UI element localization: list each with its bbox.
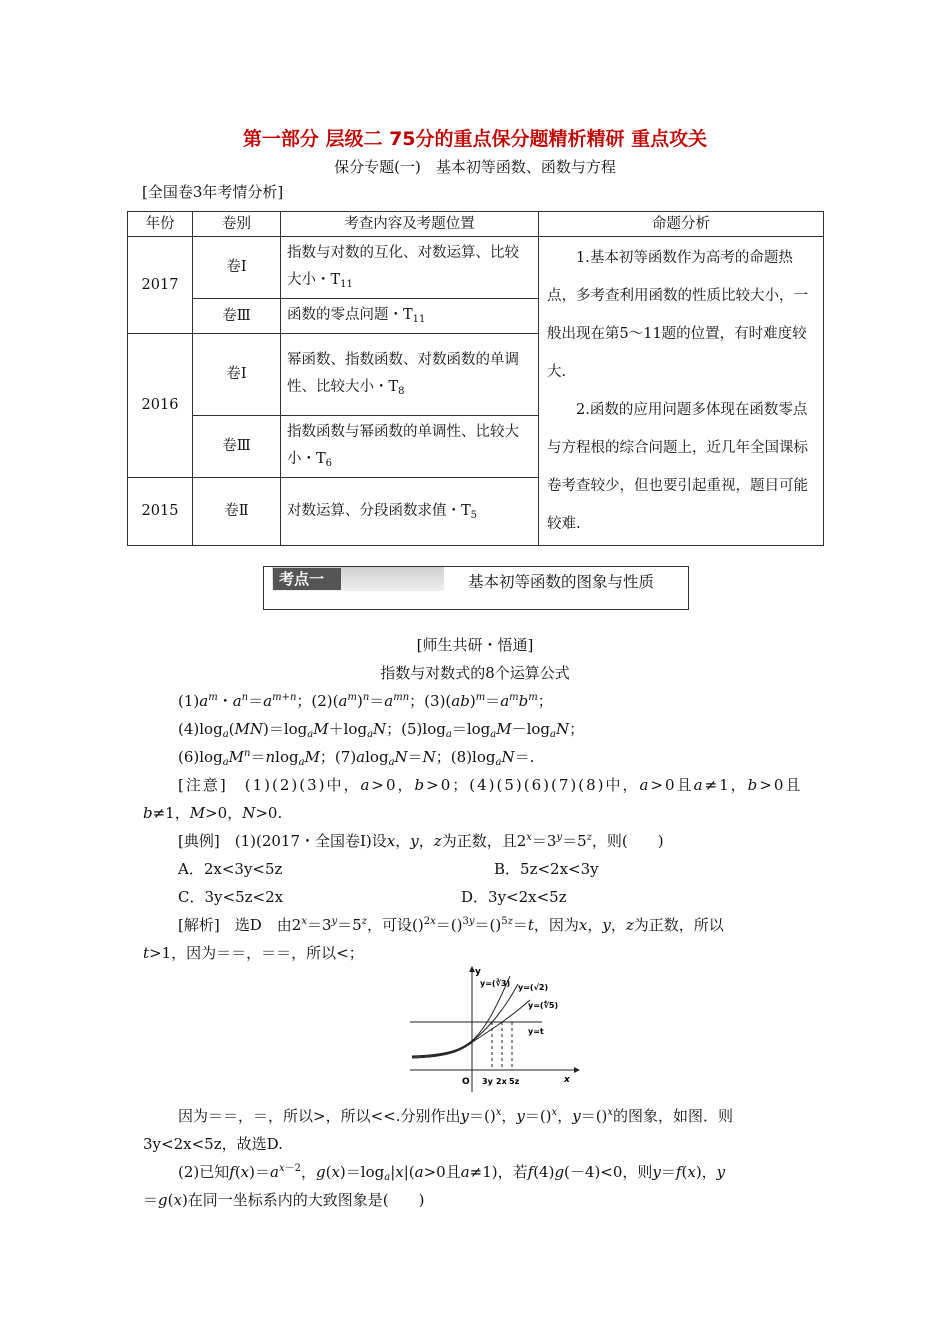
year-cell: 2017 (128, 237, 193, 334)
analysis-paragraph-2: 2.函数的应用问题多体现在函数零点与方程根的综合问题上，近几年全国课标卷考查较少，但也要引起重视，题目可能较难. (547, 402, 808, 532)
header-content: 考查内容及考题位置 (281, 212, 539, 237)
label-x: x (564, 1075, 570, 1085)
question-number: 6 (325, 458, 333, 469)
label-origin: O (462, 1077, 470, 1087)
content-cell (281, 299, 539, 334)
solution-line-1: [解析] 选D 由$2^x=3^y=5^z$，可设()$^{2x}$＝()$^{3y}$＝()$^{5z}$＝t，因为x，y，z为正数，所以 (178, 916, 724, 934)
content-text: 指数函数与幂函数的单调性、比较大小・T (287, 424, 519, 467)
formula-line-3: $(6)\log_aM^n=nlog_aM$；(7)alog$_a$N＝N；$(8)\log_aN=$. (178, 748, 535, 768)
content-cell (281, 334, 539, 416)
formula-line-1: $(1)a^m$・$a^n=a^{m+n}$；$(2)(a^m)^n=a^{mn}$；$(3)(ab)^m=a^mb^m$； (178, 692, 553, 710)
note-line-1: [注意] (1)(2)(3)中，a>0，b>0；(4)(5)(6)(7)(8)中，a>0且a≠1，b>0且 (178, 776, 803, 794)
question-number: 11 (340, 279, 353, 290)
shisheng-label: [师生共研・悟通] (416, 636, 534, 654)
option-a: A．2x<3y<5z (178, 860, 283, 878)
solution-label: [解析] (178, 916, 220, 934)
label-3y: 3y (482, 1077, 493, 1086)
note-line-2: b≠1，M>0，N>0. (143, 804, 283, 822)
analysis-paragraph-1: 1.基本初等函数作为高考的命题热点，多考查利用函数的性质比较大小，一般出现在第5～11题的位置，有时难度较大. (547, 250, 808, 380)
page-title: 第一部分 层级二 75分的重点保分题精析精研 重点攻关 (242, 128, 708, 150)
option-b: B．5z<2x<3y (494, 860, 599, 878)
question-2-line-2: ＝g(x)在同一坐标系内的大致图象是( ) (143, 1191, 425, 1209)
label-root5: y=(∜5) (528, 1001, 559, 1010)
content-cell (281, 478, 539, 546)
paper-cell: 卷Ⅲ (193, 299, 281, 334)
solution-conclusion: 3y<2x<5z，故选D. (143, 1135, 283, 1153)
label-y: y (475, 967, 481, 977)
label-sqrt2: y=(√2) (518, 983, 549, 992)
year-cell: 2016 (128, 334, 193, 478)
question-number: 8 (398, 386, 405, 397)
table-row (128, 237, 824, 299)
section-label: [全国卷3年考情分析] (142, 183, 284, 201)
page-subtitle: 保分专题(一) 基本初等函数、函数与方程 (334, 158, 616, 176)
question-2-line-1: (2)已知$f(x)=a^{x-2}$，$g(x)=\log_a|x|(a>0$且a≠1)，若f(4)g(－4)<0，则y＝f(x)，y (178, 1163, 726, 1183)
label-2x: 2x (496, 1077, 507, 1086)
header-paper: 卷别 (193, 212, 281, 237)
formula-line-2: $(4)\log_a(MN)=\log_aM+\log_aN$；$(5)\log_a=\log_aM-\log_aN$； (178, 720, 585, 740)
label-5z: 5z (509, 1077, 520, 1086)
content-text: 函数的零点问题・T (287, 307, 413, 323)
content-text: 对数运算、分段函数求值・T (287, 502, 471, 519)
example-line: [典例] (1)(2017・全国卷Ⅰ)设x，y，z为正数，且$2^x=3^y=5^z$，则( ) (178, 832, 664, 850)
example-label: [典例] (178, 832, 220, 850)
solution-line-3: 因为＝＝，＝，所以>，所以<<.分别作出y＝()$^x$，y＝()$^x$，y＝()$^x$的图象，如图．则 (178, 1107, 734, 1125)
paper-cell: 卷Ⅰ (193, 334, 281, 416)
content-cell (281, 416, 539, 478)
solution-line-2: t>1，因为＝＝，＝＝，所以<； (143, 944, 364, 962)
option-d: D．3y<2x<5z (461, 888, 567, 906)
table-header-row (128, 212, 824, 237)
solution-choice: 选D (234, 916, 262, 934)
exponential-graph (402, 964, 582, 1094)
option-c: C．3y<5z<2x (178, 888, 284, 906)
curve-cbrt3 (412, 976, 510, 1056)
analysis-cell (539, 237, 824, 546)
exam-analysis-table (127, 211, 824, 546)
header-analysis: 命题分析 (539, 212, 824, 237)
year-cell: 2015 (128, 478, 193, 546)
paper-cell: 卷Ⅰ (193, 237, 281, 299)
x-axis-arrow (574, 1067, 580, 1073)
paper-cell: 卷Ⅲ (193, 416, 281, 478)
header-year: 年份 (128, 212, 193, 237)
kaodian-title: 基本初等函数的图象与性质 (468, 573, 655, 591)
label-yt: y=t (528, 1027, 544, 1036)
label-cbrt3: y=(∛3) (480, 979, 511, 988)
question-number: 5 (470, 509, 478, 521)
kaodian-tag: 考点一 (273, 568, 341, 590)
content-text: 指数与对数的互化、对数运算、比较大小・T (287, 245, 519, 288)
question-number: 11 (412, 314, 426, 325)
paper-cell: 卷Ⅱ (193, 478, 281, 546)
formula-title: 指数与对数式的8个运算公式 (380, 664, 570, 682)
note-label: [注意] (178, 776, 228, 794)
example-question: (1)(2017・全国卷Ⅰ)设 (234, 832, 387, 850)
content-cell (281, 237, 539, 299)
content-text: 幂函数、指数函数、对数函数的单调性、比较大小・T (287, 352, 519, 395)
